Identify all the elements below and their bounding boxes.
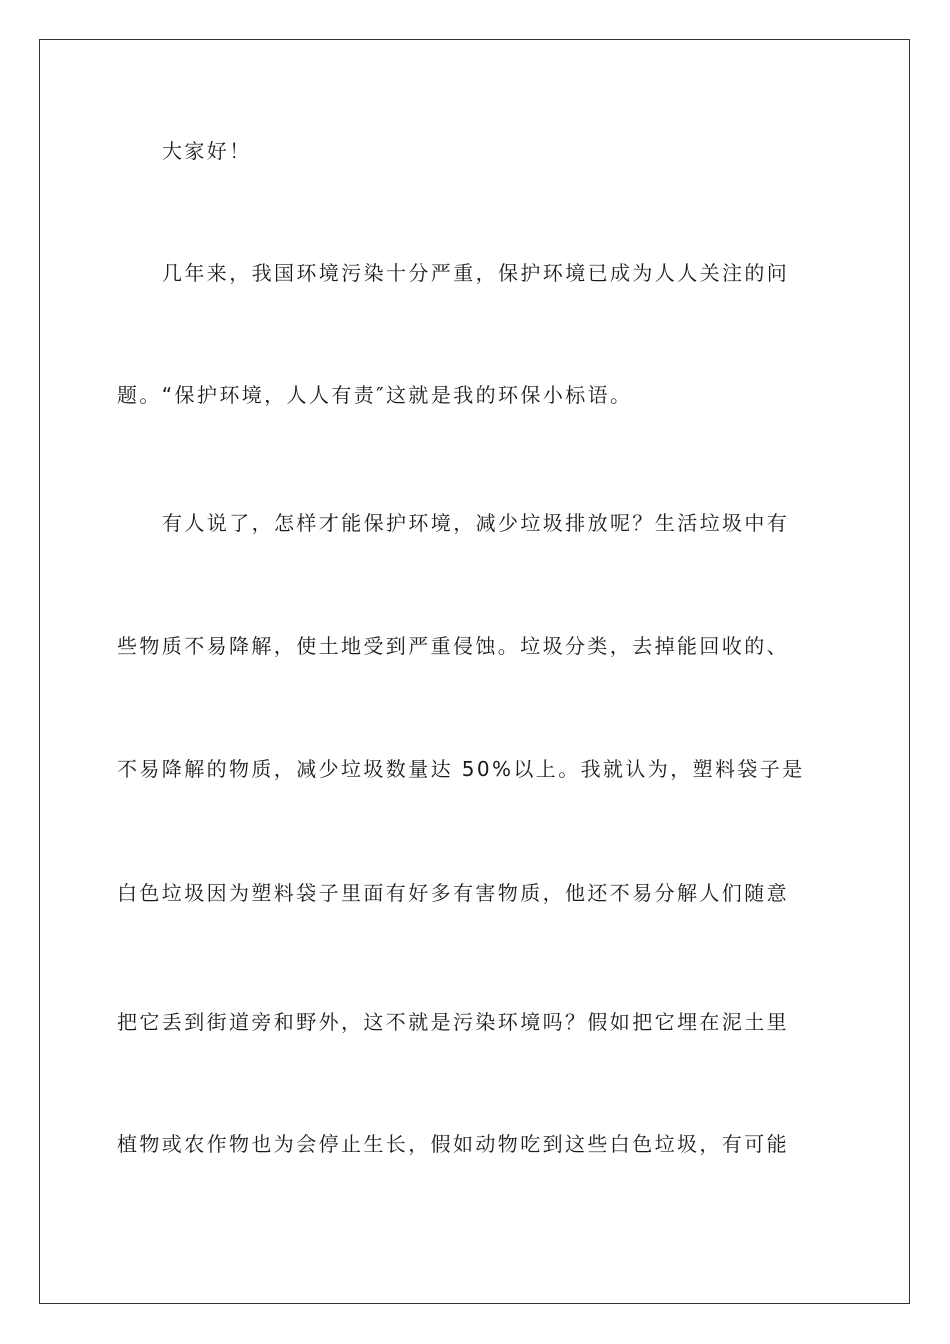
page-frame [39,39,910,1304]
paragraph-2-line-6: 植物或农作物也为会停止生长，假如动物吃到这些白色垃圾，有可能 [117,1132,789,1156]
paragraph-2-line-4: 白色垃圾因为塑料袋子里面有好多有害物质，他还不易分解人们随意 [117,881,789,905]
paragraph-2-line-3: 不易降解的物质，减少垃圾数量达 50%以上。我就认为，塑料袋子是 [117,757,805,781]
paragraph-2-line-1: 有人说了，怎样才能保护环境，减少垃圾排放呢？生活垃圾中有 [162,511,790,535]
paragraph-2-line-2: 些物质不易降解，使土地受到严重侵蚀。垃圾分类，去掉能回收的、 [117,634,789,658]
paragraph-1-line-2: 题。“保护环境，人人有责″这就是我的环保小标语。 [117,383,633,407]
paragraph-2-line-5: 把它丢到街道旁和野外，这不就是污染环境吗？假如把它埋在泥土里 [117,1010,789,1034]
greeting-line: 大家好！ [162,139,252,163]
paragraph-1-line-1: 几年来，我国环境污染十分严重，保护环境已成为人人关注的问 [162,261,790,285]
